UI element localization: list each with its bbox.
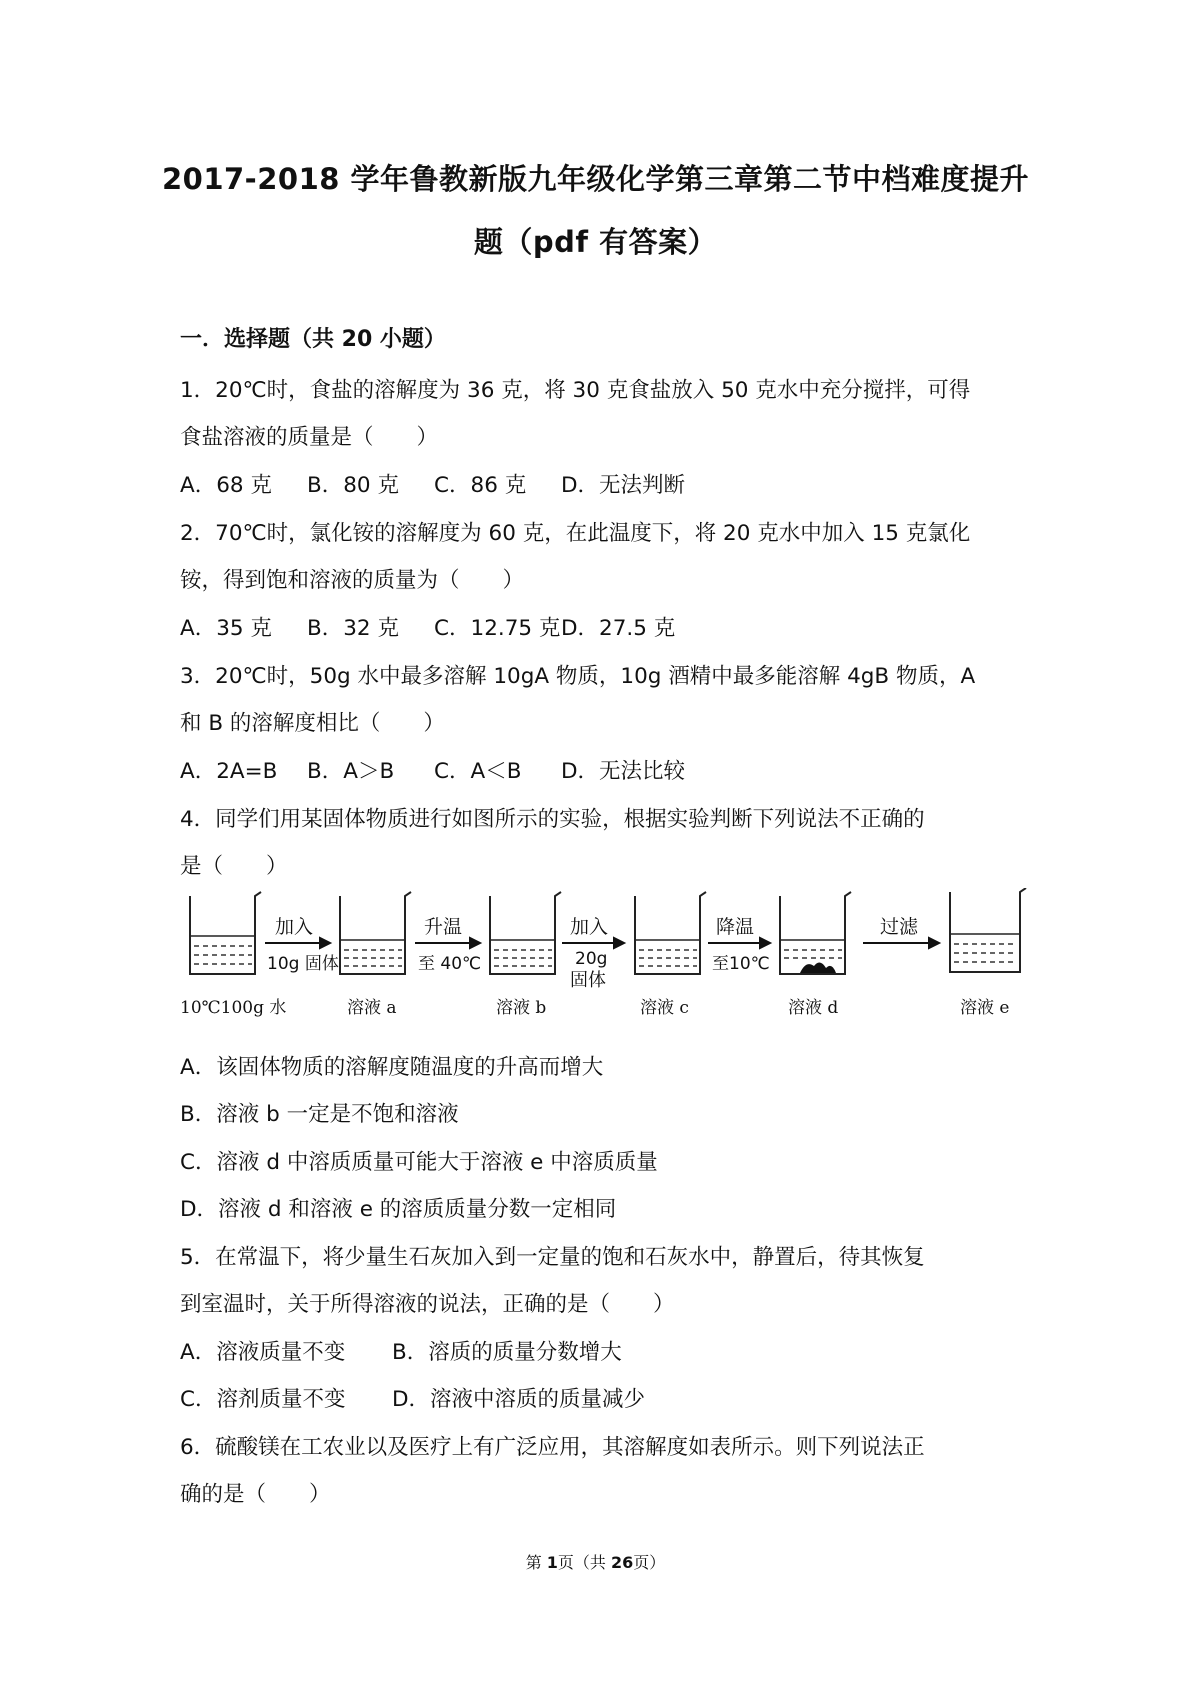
total-pages: 26: [611, 1553, 634, 1572]
beaker-d: [780, 892, 851, 974]
arrow2-bottom-label: 至 40℃: [418, 954, 482, 974]
question-5-line1: 5．在常温下，将少量生石灰加入到一定量的饱和石灰水中，静置后，待其恢复: [180, 1245, 925, 1270]
question-5-line2: 到室温时，关于所得溶液的说法，正确的是（ ）: [180, 1292, 675, 1317]
option-c: C．12.75 克: [434, 616, 561, 641]
question-4-option-b: B．溶液 b 一定是不饱和溶液: [180, 1102, 459, 1127]
option-d: D．27.5 克: [561, 616, 676, 641]
option-b: B．A＞B: [307, 759, 395, 784]
option-d: D．溶液中溶质的质量减少: [392, 1387, 646, 1412]
option-c: C．溶剂质量不变: [180, 1387, 346, 1412]
arrow4-bottom-label: 至10℃: [712, 954, 770, 974]
option-b: B．32 克: [307, 616, 399, 641]
beaker-process-figure: [180, 888, 1060, 1028]
page-title-line1: 2017-2018 学年鲁教新版九年级化学第三章第二节中档难度提升: [161, 162, 1030, 196]
beaker-water: [190, 892, 261, 974]
question-6-line2: 确的是（ ）: [180, 1482, 331, 1507]
question-2-line1: 2．70℃时，氯化铵的溶解度为 60 克，在此温度下，将 20 克水中加入 15 克氯化: [180, 521, 971, 546]
option-b: B．溶质的质量分数增大: [392, 1340, 622, 1365]
question-3-line1: 3．20℃时，50g 水中最多溶解 10gA 物质，10g 酒精中最多能溶解 4gB 物质，A: [180, 664, 976, 689]
question-2-options: [180, 611, 675, 642]
question-2-line2: 铵，得到饱和溶液的质量为（ ）: [180, 568, 525, 593]
option-a: A．35 克: [180, 616, 272, 641]
arrow2-top-label: 升温: [424, 916, 463, 938]
question-5-options-row1: [180, 1335, 622, 1366]
beaker-label-a: 溶液 a: [347, 998, 397, 1018]
question-4-line2: 是（ ）: [180, 854, 288, 879]
question-4-option-d: D．溶液 d 和溶液 e 的溶质质量分数一定相同: [180, 1197, 617, 1222]
arrow3-bottom-label: 固体: [570, 970, 606, 991]
question-3-options: [180, 754, 685, 785]
question-4-line1: 4．同学们用某固体物质进行如图所示的实验，根据实验判断下列说法不正确的: [180, 807, 925, 832]
question-4-option-a: A．该固体物质的溶解度随温度的升高而增大: [180, 1055, 604, 1080]
experiment-diagram: [180, 888, 1060, 1028]
arrow1-bottom-label: 10g 固体: [267, 954, 339, 974]
option-a: A．溶液质量不变: [180, 1340, 346, 1365]
option-d: D．无法判断: [561, 473, 686, 498]
question-6-line1: 6．硫酸镁在工农业以及医疗上有广泛应用，其溶解度如表所示。则下列说法正: [180, 1435, 925, 1460]
beaker-e: [950, 888, 1026, 972]
page-footer: [0, 1550, 1191, 1573]
beaker-a: [340, 892, 411, 974]
option-c: C．86 克: [434, 473, 527, 498]
question-3-line2: 和 B 的溶解度相比（ ）: [180, 711, 445, 736]
arrow3-mid-label: 20g: [575, 949, 608, 969]
option-a: A．68 克: [180, 473, 272, 498]
beaker-label-e: 溶液 e: [960, 998, 1010, 1018]
option-d: D．无法比较: [561, 759, 686, 784]
beaker-c: [635, 892, 706, 974]
option-b: B．80 克: [307, 473, 399, 498]
beaker-b: [490, 892, 561, 974]
footer-prefix: 第: [525, 1553, 547, 1572]
page-title-line2: 题（pdf 有答案）: [473, 225, 718, 259]
footer-middle: 页（共: [557, 1553, 612, 1572]
option-c: C．A＜B: [434, 759, 522, 784]
arrow5-top-label: 过滤: [880, 916, 919, 938]
beaker-label-c: 溶液 c: [640, 998, 689, 1018]
beaker-label-d: 溶液 d: [788, 998, 839, 1018]
page-number: 1: [546, 1553, 558, 1572]
start-label: 10℃100g 水: [180, 998, 287, 1018]
question-1-line1: 1．20℃时，食盐的溶解度为 36 克，将 30 克食盐放入 50 克水中充分搅拌，可得: [180, 378, 971, 403]
section-heading: 一．选择题（共 20 小题）: [180, 327, 446, 352]
question-1-line2: 食盐溶液的质量是（ ）: [180, 425, 439, 450]
question-4-option-c: C．溶液 d 中溶质质量可能大于溶液 e 中溶质质量: [180, 1150, 658, 1175]
precipitate-solid: [800, 962, 836, 973]
beaker-label-b: 溶液 b: [496, 998, 547, 1018]
arrow3-top-label: 加入: [570, 916, 609, 938]
question-5-options-row2: [180, 1382, 645, 1413]
arrow4-top-label: 降温: [716, 916, 755, 938]
option-a: A．2A=B: [180, 759, 278, 784]
question-1-options: [180, 468, 685, 499]
footer-suffix: 页）: [633, 1553, 666, 1572]
arrow1-top-label: 加入: [275, 916, 314, 938]
